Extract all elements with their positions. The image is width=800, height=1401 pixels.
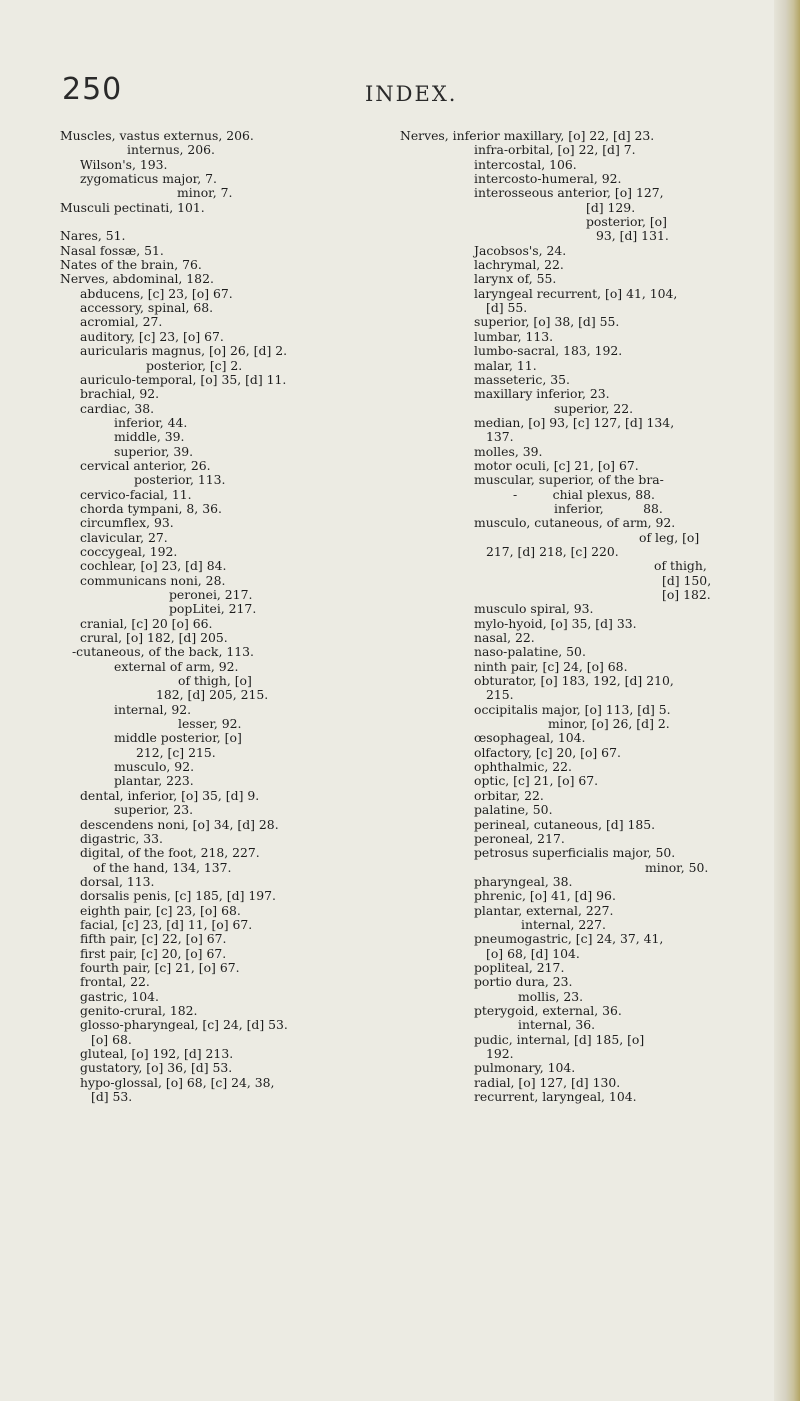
index-entry: cervical anterior, 26. (80, 457, 211, 473)
index-entry: Jacobsos's, 24. (474, 242, 567, 258)
index-entry: gluteal, [o] 192, [d] 213. (80, 1046, 234, 1061)
index-entry: peronei, 217. (169, 587, 253, 602)
index-entry: Nerves, abdominal, 182. (60, 271, 214, 287)
index-entry: superior, 23. (114, 802, 194, 818)
index-entry: minor, 7. (177, 185, 233, 201)
index-entry: pulmonary, 104. (474, 1060, 576, 1076)
index-entry: popliteal, 217. (474, 959, 565, 975)
right-column (400, 129, 755, 1104)
index-entry: of thigh, [o] (178, 673, 252, 689)
index-entry: 215. (486, 687, 514, 703)
index-entry: ophthalmic, 22. (474, 759, 572, 775)
index-entry: eighth pair, [c] 23, [o] 68. (80, 902, 241, 918)
index-entry: auricularis magnus, [o] 26, [d] 2. (80, 343, 288, 359)
index-entry: mollis, 23. (518, 988, 584, 1004)
index-entry: posterior, 113. (134, 472, 226, 488)
index-entry: Nerves, inferior maxillary, [o] 22, [d] 23. (400, 128, 655, 143)
index-entry: superior, [o] 38, [d] 55. (474, 314, 620, 330)
index-entry: motor oculi, [c] 21, [o] 67. (474, 457, 639, 473)
index-entry: fourth pair, [c] 21, [o] 67. (80, 959, 240, 975)
index-entry: [o] 182. (662, 587, 711, 602)
page-edge (774, 0, 800, 1401)
index-entry: portio dura, 23. (474, 974, 573, 990)
index-entry: [d] 53. (91, 1089, 133, 1105)
index-entry: Nasal fossæ, 51. (60, 242, 164, 258)
index-entry: 217, [d] 218, [c] 220. (486, 543, 619, 559)
index-entry: intercosto-humeral, 92. (474, 171, 622, 187)
index-entry: pudic, internal, [d] 185, [o] (474, 1031, 645, 1047)
index-entry: middle, 39. (114, 429, 185, 445)
index-entry: digastric, 33. (80, 830, 163, 846)
index-entry: pharyngeal, 38. (474, 873, 573, 889)
index-entry: middle posterior, [o] (114, 730, 242, 746)
index-entry: perineal, cutaneous, [d] 185. (474, 816, 656, 832)
index-entry: external of arm, 92. (114, 658, 239, 674)
index-entry: circumflex, 93. (80, 515, 174, 531)
index-entry: [d] 150, (662, 572, 712, 588)
index-entry: lumbar, 113. (474, 328, 554, 344)
index-entry: 137. (486, 429, 514, 445)
index-entry: median, [o] 93, [c] 127, [d] 134, (474, 414, 675, 430)
index-entry: [d] 129. (586, 199, 636, 215)
index-entry: glosso-pharyngeal, [c] 24, [d] 53. (80, 1017, 288, 1033)
page-number: 250 (62, 72, 123, 107)
index-entry (60, 215, 400, 229)
index-entry: abducens, [c] 23, [o] 67. (80, 285, 233, 301)
index-entry: plantar, external, 227. (474, 902, 614, 918)
index-entry: pterygoid, external, 36. (474, 1002, 622, 1018)
index-entry: -cutaneous, of the back, 113. (72, 644, 254, 660)
index-entry: optic, [c] 21, [o] 67. (474, 773, 599, 789)
index-entry: olfactory, [c] 20, [o] 67. (474, 744, 621, 760)
index-entry: nasal, 22. (474, 630, 535, 646)
index-entry: genito-crural, 182. (80, 1002, 198, 1018)
index-entry: internal, 227. (521, 916, 606, 932)
index-entry: ninth pair, [c] 24, [o] 68. (474, 658, 628, 674)
index-entry: [o] 68, [d] 104. (486, 945, 580, 961)
index-entry: minor, 50. (645, 859, 709, 875)
index-entry: phrenic, [o] 41, [d] 96. (474, 888, 616, 904)
index-entry: orbitar, 22. (474, 787, 544, 803)
index-entry: occipitalis major, [o] 113, [d] 5. (474, 701, 671, 717)
index-entry: interosseous anterior, [o] 127, (474, 185, 664, 201)
index-entry: molles, 39. (474, 443, 543, 459)
index-entry: auriculo-temporal, [o] 35, [d] 11. (80, 371, 287, 387)
index-entry: recurrent, laryngeal, 104. (474, 1089, 637, 1105)
index-entry: plantar, 223. (114, 773, 194, 789)
index-entry: laryngeal recurrent, [o] 41, 104, (474, 285, 678, 301)
index-entry: digital, of the foot, 218, 227. (80, 845, 260, 861)
index-entry: internal, 36. (518, 1017, 596, 1033)
index-entry: muscular, superior, of the bra- (474, 472, 664, 488)
index-entry: zygomaticus major, 7. (80, 171, 217, 187)
index-entry: accessory, spinal, 68. (80, 300, 214, 316)
index-entry: masseteric, 35. (474, 371, 570, 387)
index-entry: petrosus superficialis major, 50. (474, 845, 676, 861)
index-entry: cervico-facial, 11. (80, 486, 192, 502)
index-entry: first pair, [c] 20, [o] 67. (80, 945, 227, 961)
index-entry: malar, 11. (474, 357, 537, 373)
index-entry: infra-orbital, [o] 22, [d] 7. (474, 142, 636, 158)
index-entry: crural, [o] 182, [d] 205. (80, 630, 228, 646)
index-entry: Nates of the brain, 76. (60, 257, 202, 273)
index-entry: Wilson's, 193. (80, 156, 168, 172)
index-entry: dorsal, 113. (80, 873, 155, 889)
index-entry: intercostal, 106. (474, 156, 577, 172)
index-entry: obturator, [o] 183, 192, [d] 210, (474, 673, 674, 689)
index-entry: lesser, 92. (178, 716, 242, 732)
index-entry: of the hand, 134, 137. (93, 859, 232, 875)
index-entry: 192. (486, 1046, 514, 1061)
index-entry: Nares, 51. (60, 228, 126, 244)
index-entry: superior, 22. (554, 400, 634, 416)
index-entry: coccygeal, 192. (80, 543, 178, 559)
index-entry: brachial, 92. (80, 386, 160, 402)
index-entry: descendens noni, [o] 34, [d] 28. (80, 816, 279, 832)
index-entry: gastric, 104. (80, 988, 159, 1004)
index-entry: popLitei, 217. (169, 601, 257, 617)
index-entry: palatine, 50. (474, 802, 553, 818)
index-entry: musculo, 92. (114, 759, 195, 775)
index-entry: fifth pair, [c] 22, [o] 67. (80, 931, 227, 947)
index-entry: 182, [d] 205, 215. (156, 687, 269, 703)
index-entry: chorda tympani, 8, 36. (80, 500, 222, 516)
index-entry: cardiac, 38. (80, 400, 155, 416)
index-entry: hypo-glossal, [o] 68, [c] 24, 38, (80, 1074, 275, 1090)
index-entry: naso-palatine, 50. (474, 644, 586, 660)
index-entry: facial, [c] 23, [d] 11, [o] 67. (80, 916, 253, 932)
index-entry: - chial plexus, 88. (513, 486, 655, 502)
index-entry: cochlear, [o] 23, [d] 84. (80, 558, 227, 574)
index-entry: peroneal, 217. (474, 830, 565, 846)
index-entry: 93, [d] 131. (596, 228, 669, 244)
index-entry: cranial, [c] 20 [o] 66. (80, 615, 213, 631)
index-entry: internus, 206. (127, 142, 215, 158)
index-entry: Muscles, vastus externus, 206. (60, 128, 254, 143)
index-entry: œsophageal, 104. (474, 730, 586, 746)
index-entry: [d] 55. (486, 300, 528, 316)
index-entry: inferior, 44. (114, 414, 188, 430)
index-entry: gustatory, [o] 36, [d] 53. (80, 1060, 233, 1076)
index-entry: lachrymal, 22. (474, 257, 564, 273)
index-entry: frontal, 22. (80, 974, 150, 990)
index-entry: inferior, 88. (554, 500, 663, 516)
index-entry: 212, [c] 215. (136, 744, 216, 760)
index-entry: superior, 39. (114, 443, 194, 459)
index-entry: acromial, 27. (80, 314, 163, 330)
index-entry: radial, [o] 127, [d] 130. (474, 1074, 621, 1090)
index-entry: internal, 92. (114, 701, 192, 717)
index-entry: posterior, [c] 2. (146, 357, 243, 373)
index-entry: pneumogastric, [c] 24, 37, 41, (474, 931, 664, 947)
index-entry: minor, [o] 26, [d] 2. (548, 716, 670, 732)
index-entry: maxillary inferior, 23. (474, 386, 610, 402)
index-entry: mylo-hyoid, [o] 35, [d] 33. (474, 615, 637, 631)
index-entry: of leg, [o] (639, 529, 700, 545)
index-entry: dorsalis penis, [c] 185, [d] 197. (80, 888, 276, 904)
index-entry: communicans noni, 28. (80, 572, 226, 588)
page-heading: INDEX. (365, 82, 458, 106)
index-entry: musculo spiral, 93. (474, 601, 594, 617)
index-entry: posterior, [o] (586, 214, 667, 230)
index-entry: clavicular, 27. (80, 529, 168, 545)
index-entry: dental, inferior, [o] 35, [d] 9. (80, 787, 260, 803)
index-entry: Musculi pectinati, 101. (60, 199, 205, 215)
index-entry: of thigh, (654, 558, 707, 574)
index-entry: auditory, [c] 23, [o] 67. (80, 328, 224, 344)
index-entry: musculo, cutaneous, of arm, 92. (474, 515, 676, 531)
index-entry: [o] 68. (91, 1031, 132, 1047)
left-column (60, 129, 400, 1104)
index-entry: lumbo-sacral, 183, 192. (474, 343, 623, 359)
index-entry: larynx of, 55. (474, 271, 557, 287)
